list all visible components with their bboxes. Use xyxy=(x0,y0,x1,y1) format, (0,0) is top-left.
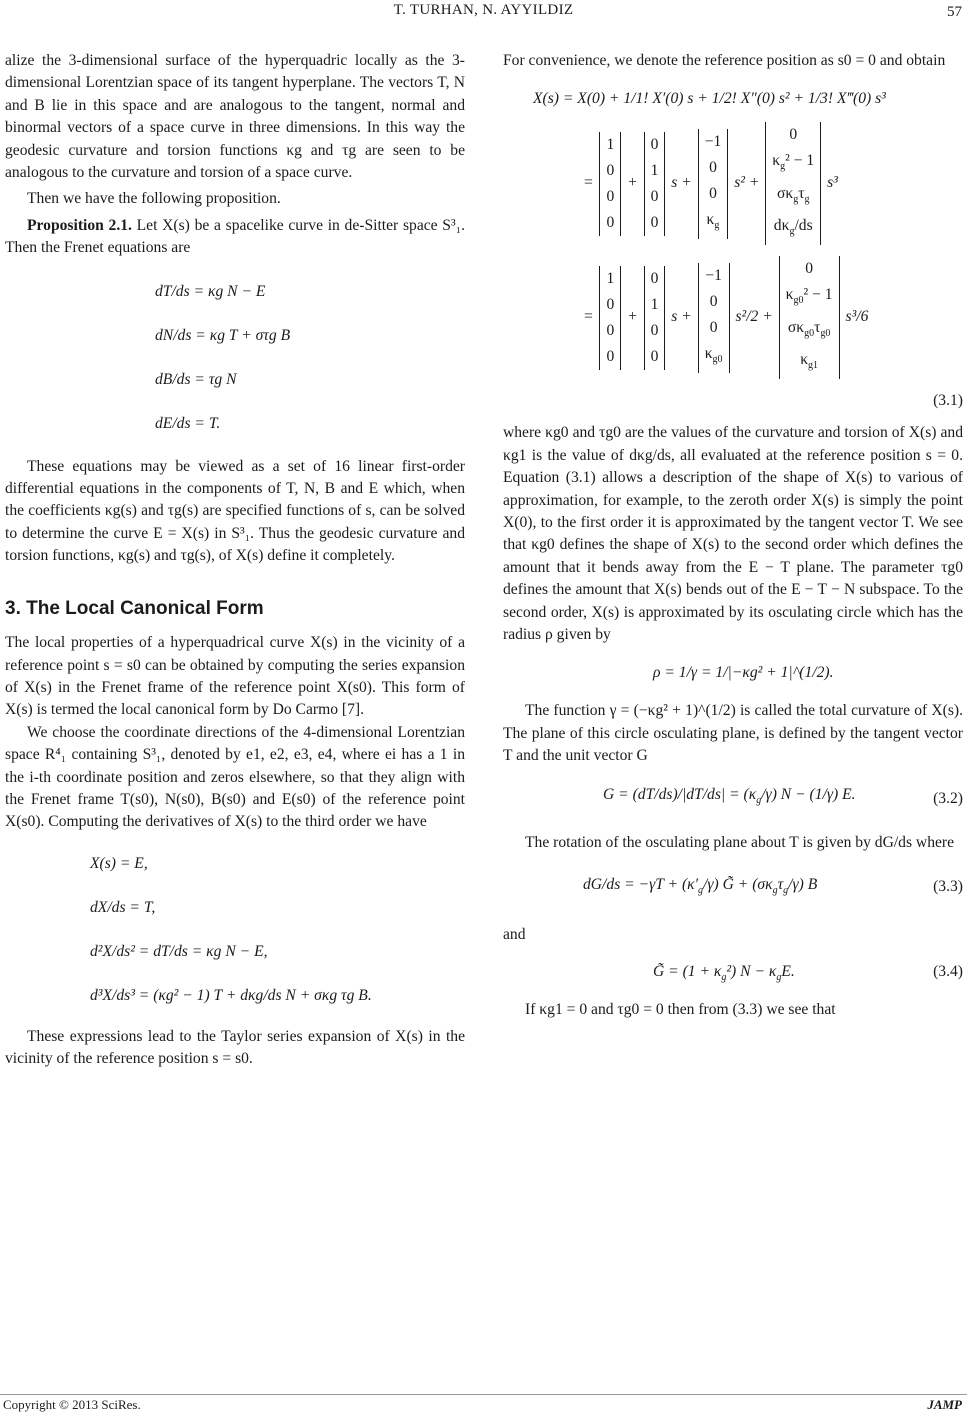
matrix: 0 $\kappa_g^2 - 1$ $\sigma\kappa_g\tau_g$ $d\kappa_g/ds$ xyxy=(765,122,821,244)
matrix: 1 0 0 0 xyxy=(599,266,621,370)
proposition xyxy=(5,215,465,260)
equation: dX/ds = T, xyxy=(90,898,156,916)
equation: dN/ds = κg T + στg B xyxy=(155,326,291,344)
matrix: −1 0 0 $\kappa_g$ xyxy=(698,129,729,239)
paragraph: where κg0 and τg0 are the values of the curvature and torsion of X(s) and κg1 is the value of dκg/ds, all evaluated at the reference position s = 0. Equation (3.1) allows a description of the shape of X(s) to various of approximation, for example, to the zeroth order X(s) is simply the point X(0), to the first order it is approximated by the tangent vector T. We see that κg0 defines the shape of X(s) to the second order which defines the amount that it bends away from the E − T plane. The parameter τg0 defines the amount that X(s) bends out of the E − T − N subspace. To the second order, X(s) is approximated by its osculating circle which has the radius ρ given by xyxy=(503,424,963,644)
page-number: 57 xyxy=(947,4,962,20)
paragraph: We choose the coordinate directions of the 4-dimensional Lorentzian space R⁴₁ containing S³₁, denoted by e1, e2, e3, e4, where ei has a 1 in the i-th coordinate position and zeros elsewhere, so that they align with the Frenet frame T(s0), N(s0), B(s0) and E(s0) of the reference point X(s0). Computing the derivatives of X(s) to the third order we have xyxy=(5,723,465,831)
equation-number: (3.1) xyxy=(933,392,963,410)
paragraph: These equations may be viewed as a set of 16 linear first-order differential equations in the components of T, N, B and E which, when the coefficients κg(s) and τg(s) are specified functions of s, can be solved to determine the curve E = X(s) in S³₁. Thus the geodesic curvature and torsion functions, κg(s) and τg(s), of X(s) define it completely. xyxy=(5,457,465,565)
equation-3-4: G̃ = $(1 + \kappa_g^2)$ $N - \kappa_gE$. (3.4) xyxy=(653,962,963,983)
running-header xyxy=(0,2,967,26)
paragraph: The function γ = (−κg² + 1)^(1/2) is called the total curvature of X(s). The plane of this circle osculating plane, is defined by the tangent vector T and the unit vector G xyxy=(503,702,963,765)
paragraph: Then we have the following proposition. xyxy=(27,190,281,208)
matrix: 0 1 0 0 xyxy=(644,132,666,236)
right-column xyxy=(503,50,963,1021)
taylor-matrix-1: = 1 0 0 0 + 0 1 0 0 s + −1 0 0 $\kappa_g$ s² + 0 $\kappa_g^2 - 1$ $\sigma\kappa_g\tau_g$ $d\kappa_g/ds$ s³ xyxy=(583,122,963,250)
paragraph: alize the 3-dimensional surface of the hyperquadric locally as the 3-dimensional Lorentzian space of its tangent hyperplane. The vectors T, N and B lie in this space and are analogous to the tangent, normal and binormal vectors of a space curve in three dimensions. In this way the geodesic curvature and torsion functions κg and τg are seen to be analogous to the curvature and torsion of a space curve. xyxy=(5,52,465,182)
paragraph: The rotation of the osculating plane about T is given by dG/ds where xyxy=(525,833,955,851)
paragraph: If κg1 = 0 and τg0 = 0 then from (3.3) we see that xyxy=(525,1000,836,1018)
equation-number: (3.4) xyxy=(933,962,963,980)
equation-3-2: $G = (dT/ds)/|dT/ds| = (\kappa_g/\gamma) N - (1/\gamma)$ E. (3.2) xyxy=(503,774,963,826)
paragraph: The local properties of a hyperquadrical curve X(s) in the vicinity of a reference point s = s0 can be obtained by computing the series expansion of X(s) in the Frenet frame of the reference point X(s0). This form of X(s) is termed the local canonical form by Do Carmo [7]. xyxy=(5,634,465,719)
copyright: Copyright © 2013 SciRes. xyxy=(3,1397,141,1412)
proposition-label: Proposition 2.1. xyxy=(27,216,132,234)
left-column xyxy=(5,50,465,1071)
equation: ρ = 1/γ = 1/|−κg² + 1|^(1/2). xyxy=(653,664,834,682)
equation-number: (3.3) xyxy=(933,878,963,896)
section-title: 3. The Local Canonical Form xyxy=(5,597,264,619)
journal-name: JAMP xyxy=(927,1397,962,1412)
frenet-equations xyxy=(155,270,465,446)
matrix: 0 1 0 0 xyxy=(644,266,666,370)
equation: dB/ds = τg N xyxy=(155,370,237,388)
taylor-expansion xyxy=(533,82,963,116)
matrix: 1 0 0 0 xyxy=(599,132,621,236)
derivative-equations xyxy=(90,842,465,1018)
equation: dT/ds = κg N − E xyxy=(155,282,266,300)
matrix: 0 $\kappa_{g0}^2 - 1$ $\sigma\kappa_{g0}\tau_{g0}$ $\kappa_{g1}$ xyxy=(779,256,840,378)
radius-equation xyxy=(653,656,963,690)
equation: X(s) = E, xyxy=(90,854,148,872)
equation-number: (3.2) xyxy=(933,789,963,807)
matrix: −1 0 0 $\kappa_{g0}$ xyxy=(698,263,730,373)
equation: d²X/ds² = dT/ds = κg N − E, xyxy=(90,942,268,960)
proposition-text: Let X(s) be a spacelike curve in de-Sitter space S³₁. Then the Frenet equations are xyxy=(5,216,465,257)
page-footer xyxy=(0,1394,967,1415)
equation-3-3: $dG/ds = -\gamma T + (\kappa'_g/\gamma)$ G̃ + $(\sigma\kappa_g\tau_g/\gamma)$ B (3.3) xyxy=(503,860,963,918)
paragraph: These expressions lead to the Taylor series expansion of X(s) in the vicinity of the reference position s = s0. xyxy=(5,1027,465,1068)
paragraph: and xyxy=(503,926,526,944)
equation: dE/ds = T. xyxy=(155,414,221,432)
taylor-matrix-2: = 1 0 0 0 + 0 1 0 0 s + −1 0 0 $\kappa_{g0}$ s²/2 + 0 $\kappa_{g0}^2 - 1$ $\sigma\kappa_{g0}\tau_{g0}$ $\kappa_{g1}$ s³/6 xyxy=(583,256,963,384)
equation: d³X/ds³ = (κg² − 1) T + dκg/ds N + σκg τg B. xyxy=(90,986,372,1004)
equation: X(s) = X(0) + 1/1! X′(0) s + 1/2! X″(0) s² + 1/3! X‴(0) s³ xyxy=(533,90,886,108)
paragraph: For convenience, we denote the reference position as s0 = 0 and obtain xyxy=(503,52,946,69)
running-header-authors: T. TURHAN, N. AYYILDIZ xyxy=(393,2,574,18)
